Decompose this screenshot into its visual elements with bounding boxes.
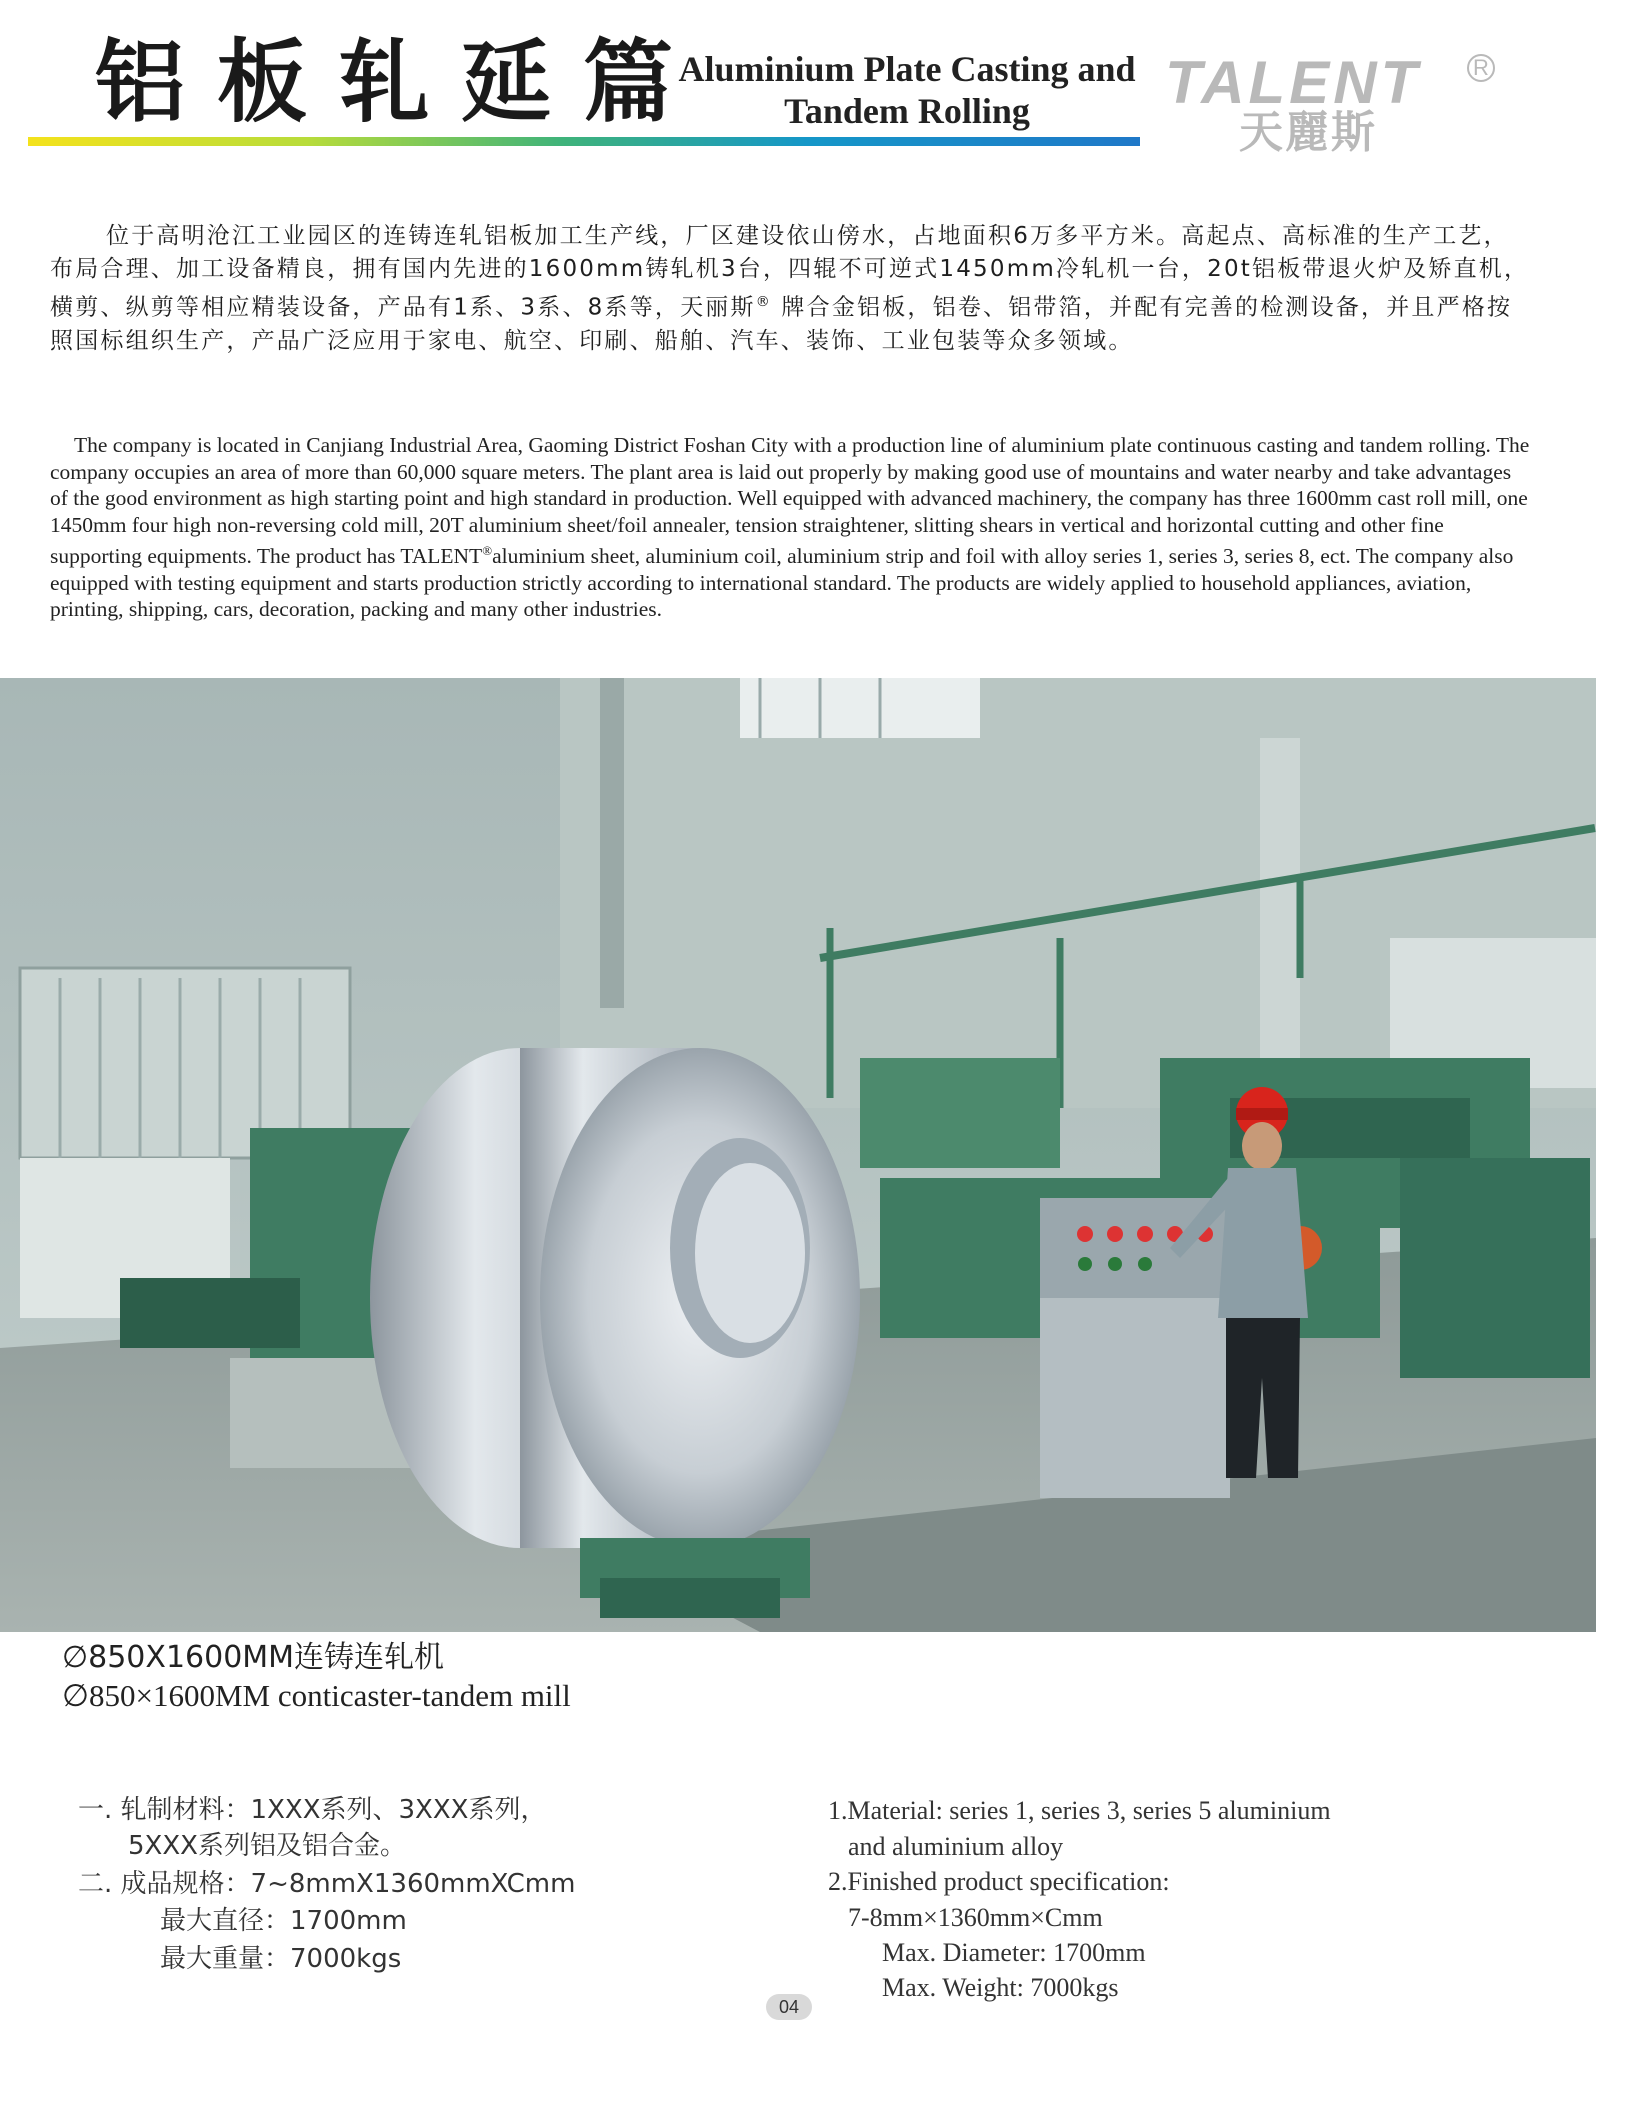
spec-cn-line-4: 最大直径：1700mm — [160, 1906, 407, 1936]
logo-wordmark: TALENT — [1165, 49, 1422, 116]
talent-logo — [1165, 48, 1505, 160]
spec-cn-line-3: 二. 成品规格：7~8mmX1360mmXCmm — [78, 1869, 576, 1899]
registered-mark-icon: R — [1467, 54, 1495, 82]
spec-en-line-6: Max. Weight: 7000kgs — [882, 1973, 1119, 2002]
spec-cn-line-2: 5XXX系列铝及铝合金。 — [128, 1831, 406, 1861]
photo-caption-en: ∅850×1600MM conticaster-tandem mill — [62, 1678, 571, 1713]
page-title-en-line2: Tandem Rolling — [784, 91, 1030, 131]
spec-en-line-2: and aluminium alloy — [848, 1832, 1064, 1861]
factory-photo — [0, 678, 1596, 1632]
intro-cn-text-1: 位于高明沧江工业园区的连铸连轧铝板加工生产线，厂区建设依山傍水，占地面积6万多平方米。高起点、高标准的生产工艺，布局合理、加工设备精良，拥有国内先进的1600mm铸轧机3台，四辊不可逆式1450mm冷轧机一台，20t铝板带退火炉及矫直机，横剪、纵剪等相应精装设备，产品有1系、3系、8系等，天丽斯 — [50, 223, 1530, 321]
page-title-en — [672, 48, 1142, 132]
intro-en-text-1: The company is located in Canjiang Industrial Area, Gaoming District Foshan City with a production line of aluminium plate continuous casting and tandem rolling. The company occupies an area of more than 60,000 square meters. The plant area is laid out properly by making good use of mountains and water nearby and take advantages of the good environment as high starting point and high standard in production. Well equipped with advanced machinery, the company has three 1600mm cast roll mill, one 1450mm four high non-reversing cold mill, 20T aluminium sheet/foil annealer, tension straightener, slitting shears in vertical and horizontal cutting and other fine supporting equipments. The product has TALENT — [50, 433, 1530, 569]
spec-en-line-4: 7-8mm×1360mm×Cmm — [848, 1903, 1103, 1932]
page-number-badge: 04 — [766, 1994, 812, 2020]
spec-en-line-3: 2.Finished product specification: — [828, 1867, 1170, 1896]
factory-photo-illustration — [0, 678, 1596, 1632]
intro-en-registered: ® — [482, 543, 493, 558]
logo-cn-wordmark: 天麗斯 — [1239, 107, 1377, 158]
photo-caption-cn: ∅850X1600MM连铸连轧机 — [62, 1640, 445, 1675]
intro-cn-registered: ® — [755, 294, 772, 310]
intro-en-text-2: aluminium sheet, aluminium coil, aluminium strip and foil with alloy series 1, series 3, series 8, ect. The company also equipped with testing equipment and starts production strictly according to international standard. The products are widely applied to household appliances, aviation, printing, shipping, cars, decoration, packing and many other industries. — [50, 544, 1514, 622]
header-gradient-rule — [28, 137, 1140, 146]
page-title-cn: 铝板轧延篇 — [95, 30, 705, 135]
spec-cn-line-5: 最大重量：7000kgs — [160, 1944, 402, 1974]
spec-en-line-1: 1.Material: series 1, series 3, series 5 aluminium — [828, 1796, 1331, 1825]
page-title-en-line1: Aluminium Plate Casting and — [678, 49, 1136, 89]
intro-cn-text-2: 牌合金铝板，铝卷、铝带箔，并配有完善的检测设备，并且严格按照国标组织生产，产品广泛应用于家电、航空、印刷、船舶、汽车、装饰、工业包装等众多领域。 — [50, 294, 1513, 354]
spec-en-line-5: Max. Diameter: 1700mm — [882, 1938, 1146, 1967]
intro-paragraph-en — [50, 432, 1530, 623]
intro-paragraph-cn — [50, 220, 1530, 358]
spec-cn-line-1: 一. 轧制材料：1XXX系列、3XXX系列， — [78, 1795, 547, 1825]
